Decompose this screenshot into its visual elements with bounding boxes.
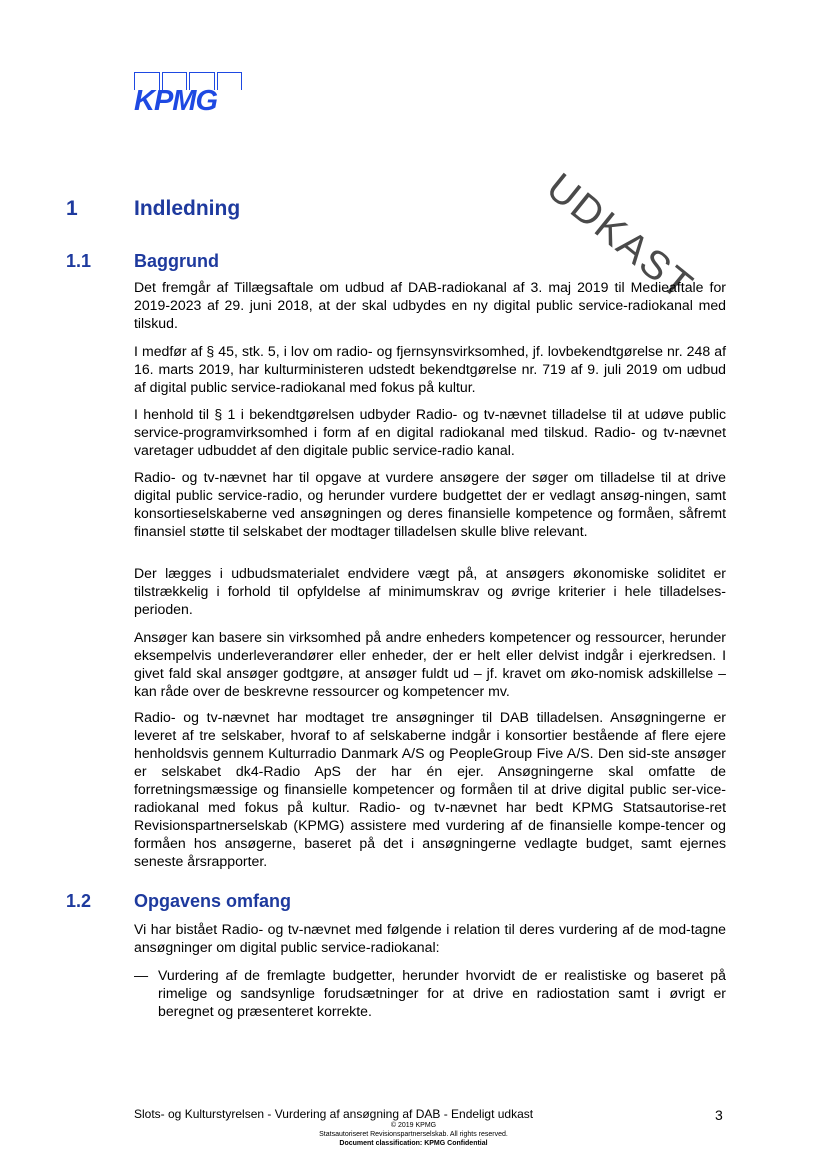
footer-classification: Document classification: KPMG Confidential [339,1140,488,1147]
footer-rights: Statsautoriseret Revisionspartnerselskab. All rights reserved. [319,1131,508,1138]
footer-title: Slots- og Kulturstyrelsen - Vurdering af ansøgning af DAB - Endeligt udkast [134,1107,534,1121]
paragraph: Der lægges i udbudsmaterialet endvidere vægt på, at ansøgers økonomiske soliditet er tilstrækkelig i forhold til opfyldelse af minimumskrav og øvrige kriterier i hele tilladelses-perioden. [134,565,726,617]
page-number: 3 [715,1107,723,1123]
bullet-text: Vurdering af de fremlagte budgetter, herunder hvorvidt de er realistiske og baseret på rimelige og sandsynlige forudsætninger for at drive en radiostation samt i øvrigt er beregnet og præsenteret korrekte. [158,967,726,1019]
section-title: Opgavens omfang [134,891,292,911]
section-title: Baggrund [134,251,219,271]
section-number: 1.2 [66,891,92,911]
section-number: 1.1 [66,251,92,271]
paragraph: I henhold til § 1 i bekendtgørelsen udbyder Radio- og tv-nævnet tilladelse til at udøve public service-programvirksomhed i form af en digital radiokanal med tilskud. Radio- og tv-nævnet varetager udbuddet af den digitale public service-radio kanal. [134,406,726,458]
paragraph: Radio- og tv-nævnet har modtaget tre ansøgninger til DAB tilladelsen. Ansøgningerne er leveret af tre selskaber, hvoraf to af selskaberne indgår i konsortier bestående af flere ejere henholdsvis gennem Kulturradio Danmark A/S og PeopleGroup Five A/S. Den sid-ste ansøger er selskabet dk4-Radio ApS der har én ejer. Ansøgningerne skal omfatte de forretningsmæssige og finansielle kompetencer og formåen til at drive digital public ser-vice-radiokanal med fokus på kultur. Radio- og tv-nævnet har bedt KPMG Statsautorise-ret Revisionspartnerselskab (KPMG) assistere med vurdering af de finansielle kompe-tencer og formåen hos ansøgerne, baseret på det i ansøgningerne vedlagte budget, samt ejernes seneste årsrapporter. [134,709,726,869]
chapter-title: Indledning [134,197,241,220]
bullet-dash: — [134,967,149,983]
paragraph: Det fremgår af Tillægsaftale om udbud af DAB-radiokanal af 3. maj 2019 til Medieaftale for 2019-2023 af 29. juni 2018, at der skal udbydes en ny digital public service-radiokanal med tilskud. [134,279,726,331]
footer-copyright: © 2019 KPMG [390,1122,437,1129]
paragraph: Vi har bistået Radio- og tv-nævnet med følgende i relation til deres vurdering af de mod-tagne ansøgninger om digital public service-radiokanal: [134,921,726,955]
chapter-number: 1 [66,197,78,220]
paragraph: Ansøger kan basere sin virksomhed på andre enheders kompetencer og ressourcer, herunder eksempelvis underleverandører eller enheder, der er helt eller delvist indgår i ejerkredsen. I givet fald skal ansøger godtgøre, at ansøger fuldt ud – jf. kravet om øko-nomisk adskillelse – kan råde over de beskrevne ressourcer og kompetencer mv. [134,629,726,699]
kpmg-logo [134,72,242,118]
list-item [134,966,726,1020]
paragraph: I medfør af § 45, stk. 5, i lov om radio- og fjernsynsvirksomhed, jf. lovbekendtgørelse nr. 248 af 16. marts 2019, har kulturministeren udstedt bekendtgørelse nr. 719 af 9. juli 2019 om udbud af digital public service-radiokanal med fokus på kultur. [134,343,726,395]
draft-watermark: UDKAST [538,165,702,309]
paragraph: Radio- og tv-nævnet har til opgave at vurdere ansøgere der søger om tilladelse til at drive digital public service-radio, og herunder vurdere budgettet der er vedlagt ansøg-ningen, samt konsortieselskaberne ved ansøgningen og deres finansielle kompetence og formåen, såfremt finansiel støtte til selskabet der modtager tilladelsen skulle blive relevant. [134,469,726,539]
logo-text: KPMG [134,85,217,117]
